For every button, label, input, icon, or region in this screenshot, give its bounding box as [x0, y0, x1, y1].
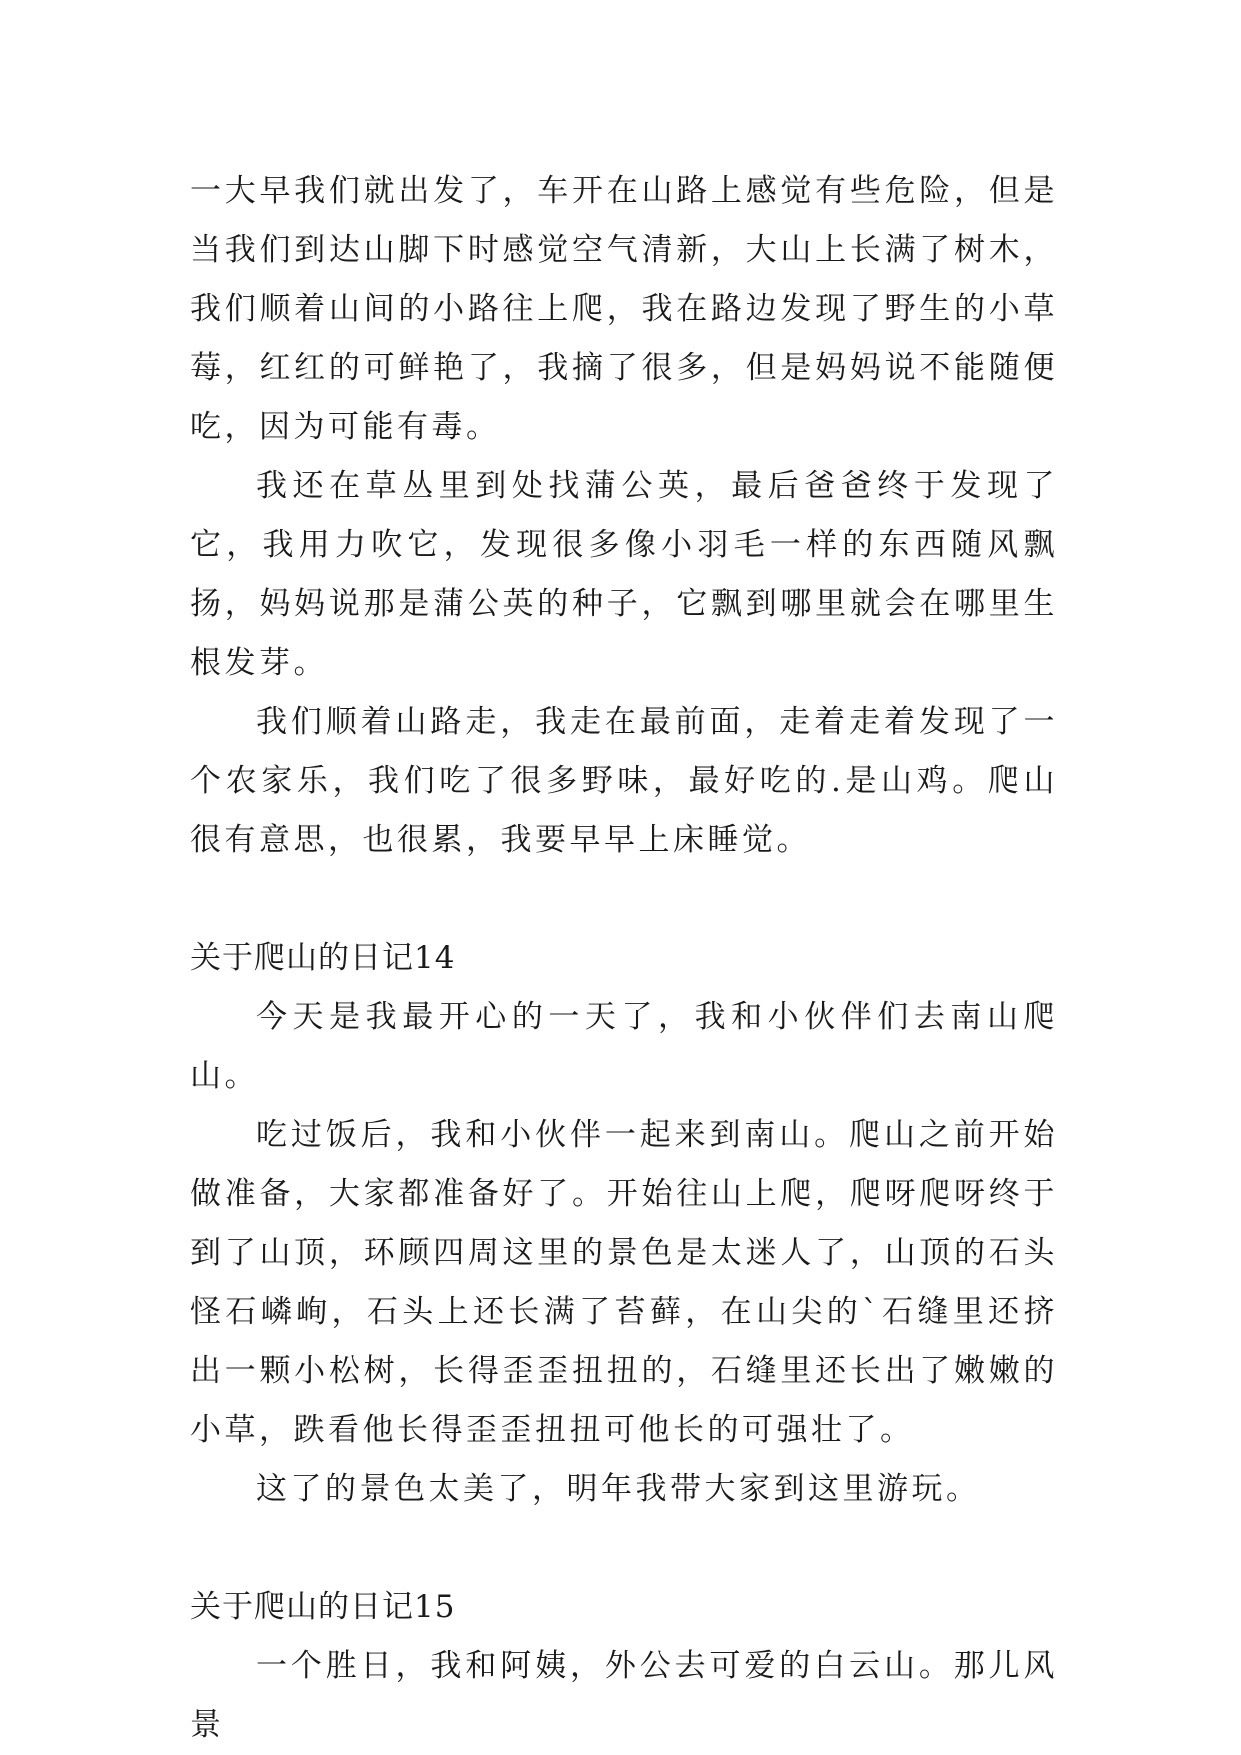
- diary-title-14: 关于爬山的日记14: [190, 940, 456, 976]
- paragraph: 这了的景色太美了，明年我带大家到这里游玩。: [256, 1471, 981, 1507]
- paragraph: 吃过饭后，我和小伙伴一起来到南山。爬山之前开始做准备，大家都准备好了。开始往山上爬，爬呀爬呀终于到了山顶，环顾四周这里的景色是太迷人了，山顶的石头怪石嶙峋，石头上还长满了苔藓，在山尖的`石缝里还挤出一颗小松树，长得歪歪扭扭的，石缝里还长出了嫩嫩的小草，跌看他长得歪歪扭扭可他长的可强壮了。: [190, 1117, 1058, 1448]
- paragraph: 我们顺着山路走，我走在最前面，走着走着发现了一个农家乐，我们吃了很多野味，最好吃的.是山鸡。爬山很有意思，也很累，我要早早上床睡觉。: [190, 704, 1058, 858]
- paragraph: 今天是我最开心的一天了，我和小伙伴们去南山爬山。: [190, 999, 1058, 1094]
- paragraph: 一大早我们就出发了，车开在山路上感觉有些危险，但是当我们到达山脚下时感觉空气清新，大山上长满了树木，我们顺着山间的小路往上爬，我在路边发现了野生的小草莓，红红的可鲜艳了，我摘了很多，但是妈妈说不能随便吃，因为可能有毒。: [190, 173, 1058, 445]
- paragraph: 我还在草丛里到处找蒲公英，最后爸爸终于发现了它，我用力吹它，发现很多像小羽毛一样的东西随风飘扬，妈妈说那是蒲公英的种子，它飘到哪里就会在哪里生根发芽。: [190, 468, 1058, 681]
- document-body: [190, 162, 1058, 1755]
- diary-title-15: 关于爬山的日记15: [190, 1589, 456, 1625]
- paragraph: 一个胜日，我和阿姨，外公去可爱的白云山。那儿风景: [190, 1648, 1058, 1743]
